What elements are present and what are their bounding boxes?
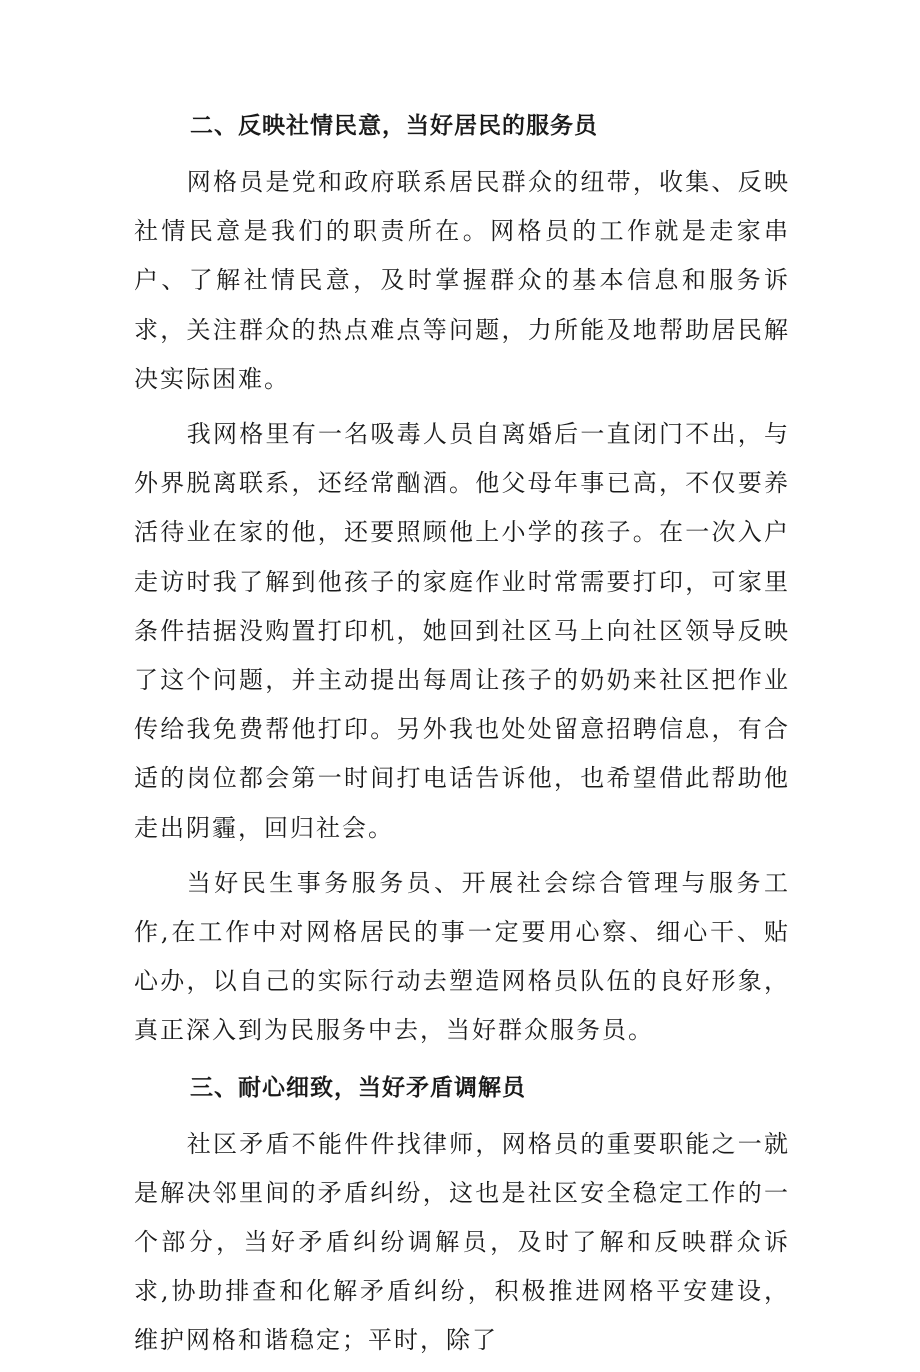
document-body bbox=[134, 100, 790, 1372]
paragraph: 网格员是党和政府联系居民群众的纽带，收集、反映社情民意是我们的职责所在。网格员的工作就是走家串户、了解社情民意，及时掌握群众的基本信息和服务诉求，关注群众的热点难点等问题，力所能及地帮助居民解决实际困难。 bbox=[134, 168, 790, 393]
paragraph: 社区矛盾不能件件找律师，网格员的重要职能之一就是解决邻里间的矛盾纠纷，这也是社区安全稳定工作的一个部分，当好矛盾纠纷调解员，及时了解和反映群众诉求,协助排查和化解矛盾纠纷，积极推进网格平安建设，维护网格和谐稳定；平时，除了 bbox=[134, 1129, 790, 1355]
paragraph: 当好民生事务服务员、开展社会综合管理与服务工作,在工作中对网格居民的事一定要用心察、细心干、贴心办，以自己的实际行动去塑造网格员队伍的良好形象，真正深入到为民服务中去，当好群众服务员。 bbox=[134, 868, 790, 1045]
paragraph: 我网格里有一名吸毒人员自离婚后一直闭门不出，与外界脱离联系，还经常酗酒。他父母年事已高，不仅要养活待业在家的他，还要照顾他上小学的孩子。在一次入户走访时我了解到他孩子的家庭作业时常需要打印，可家里条件拮据没购置打印机，她回到社区马上向社区领导反映了这个问题，并主动提出每周让孩子的奶奶来社区把作业传给我免费帮他打印。另外我也处处留意招聘信息，有合适的岗位都会第一时间打电话告诉他，也希望借此帮助他走出阴霾，回归社会。 bbox=[134, 420, 790, 842]
section-heading-2: 二、反映社情民意，当好居民的服务员 bbox=[190, 113, 598, 139]
section-heading-3: 三、耐心细致，当好矛盾调解员 bbox=[190, 1074, 526, 1101]
